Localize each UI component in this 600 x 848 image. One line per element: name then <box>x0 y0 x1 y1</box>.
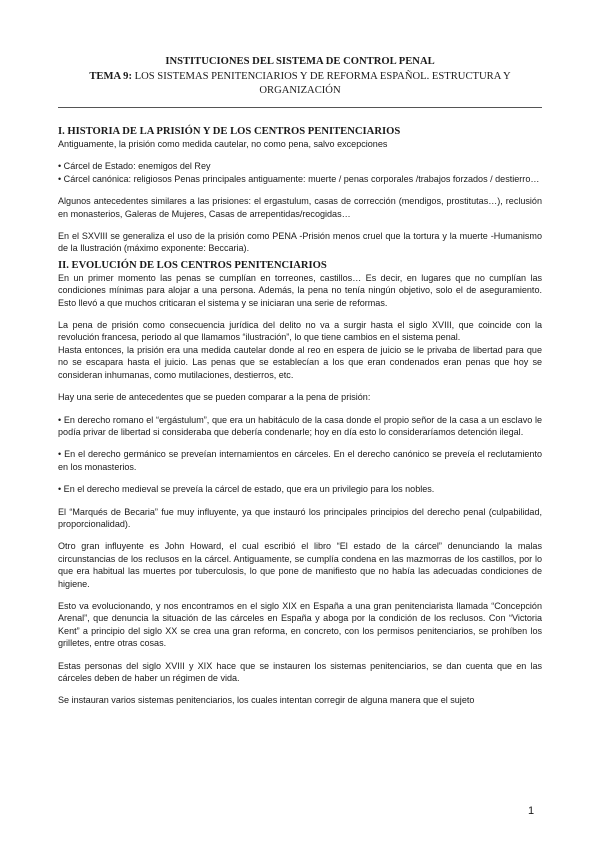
paragraph: Otro gran influyente es John Howard, el cual escribió el libro “El estado de la cárcel” denunciando la malas circunstancias de los reclusos en la cárcel. Antiguamente, se cumplía condena en las mazmorras de los castillos, por lo que era habitual las muertes por tuberculosis, lo que pone de manifiesto que no había las adecuadas condiciones de higiene. <box>58 541 542 589</box>
topic-label: TEMA 9: <box>89 70 132 82</box>
document-title: INSTITUCIONES DEL SISTEMA DE CONTROL PENAL <box>165 56 435 67</box>
topic-title: LOS SISTEMAS PENITENCIARIOS Y DE REFORMA ESPAÑOL. ESTRUCTURA Y ORGANIZACIÓN <box>134 70 511 96</box>
list-item: • Cárcel canónica: religiosos Penas principales antiguamente: muerte / penas corporales /trabajos forzados / destierro… <box>58 173 540 184</box>
paragraph: En un primer momento las penas se cumplían en torreones, castillos… Es decir, en lugares que no cumplían las condiciones mínimas para alojar a una persona. Además, la pena no tenía ningún objetivo, solo el de aseguramiento. Esto llevó a que muchos criticaran el sistema y se iniciaran una serie de reformas. <box>58 272 542 308</box>
paragraph: Hasta entonces, la prisión era una medida cautelar donde al reo en espera de juicio se le privaba de libertad para que no se escapara hasta el juicio. Las penas que se establecían a los que eran condenados eran penas que hoy se consideran inhumanas, como mutilaciones, destierros, etc. <box>58 344 542 380</box>
paragraph: Antiguamente, la prisión como medida cautelar, no como pena, salvo excepciones <box>58 139 388 149</box>
list-item: • En el derecho germánico se preveían internamientos en cárceles. En el derecho canónico se preveía el reclutamiento en los monasterios. <box>58 449 542 472</box>
section-heading-1: I. HISTORIA DE LA PRISIÓN Y DE LOS CENTROS PENITENCIARIOS <box>58 126 401 137</box>
paragraph: Esto va evolucionando, y nos encontramos en el siglo XIX en España a una gran penitenciarista llamada “Concepción Arenal”, que denuncia la situación de las cárceles en España y aboga por la condición de los reclusos. Con “Victoria Kent” a principio del siglo XX se crea una gran reforma, en concreto, con los permisos penitenciarios, se prohíben los grilletes, entre otras cosas. <box>58 600 542 649</box>
page-number: 1 <box>528 805 535 817</box>
paragraph: En el SXVIII se generaliza el uso de la prisión como PENA -Prisión menos cruel que la tortura y la muerte -Humanismo de la Ilustración (máximo exponente: Beccaria). <box>58 231 542 254</box>
document-subtitle <box>58 70 542 99</box>
section-heading-2: II. EVOLUCIÓN DE LOS CENTROS PENITENCIARIOS <box>58 259 327 271</box>
document-header <box>58 55 542 99</box>
paragraph: Algunos antecedentes similares a las prisiones: el ergastulum, casas de corrección (mendigos, prostitutas…), reclusión en monasterios, Galeras de Mujeres, Casas de arrepentidas/recogidas… <box>58 196 542 219</box>
paragraph: Se instauran varios sistemas penitenciarios, los cuales intentan corregir de alguna manera que el sujeto <box>58 695 475 706</box>
paragraph: Estas personas del siglo XVIII y XIX hace que se instauren los sistemas penitenciarios, se dan cuenta que en las cárceles deben de haber un régimen de vida. <box>58 660 542 683</box>
paragraph: La pena de prisión como consecuencia jurídica del delito no va a surgir hasta el siglo XVIII, que coincide con la revolución francesa, periodo al que llamamos “ilustración”, lo que tiene cambios en el sistema penal. <box>58 320 542 343</box>
paragraph: El “Marqués de Becaria” fue muy influyente, ya que instauró los principales principios del derecho penal (culpabilidad, proporcionalidad). <box>58 506 542 529</box>
list-item: • En el derecho medieval se preveía la cárcel de estado, que era un privilegio para los nobles. <box>58 484 435 495</box>
paragraph: Hay una serie de antecedentes que se pueden comparar a la pena de prisión: <box>58 392 371 403</box>
list-item: • Cárcel de Estado: enemigos del Rey <box>58 161 211 172</box>
document-body <box>58 125 542 707</box>
header-divider <box>58 107 542 108</box>
list-item: • En derecho romano el “ergástulum”, que era un habitáculo de la casa donde el propio señor de la casa a un esclavo le podía privar de libertad si consideraba que debería condenarle; hoy en día esto lo consideraríamos detención ilegal. <box>58 414 542 437</box>
